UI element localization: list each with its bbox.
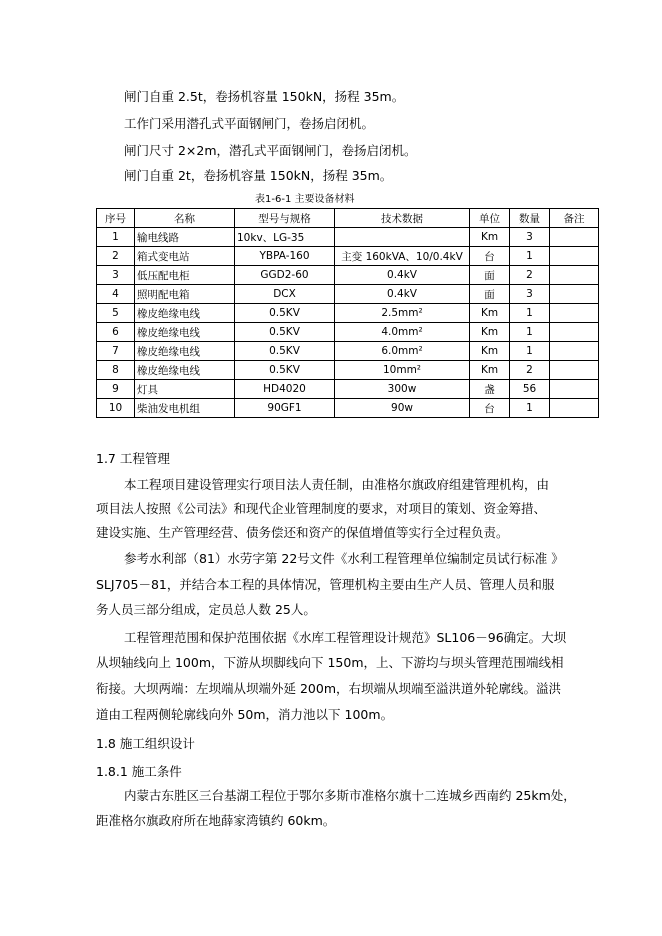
cell-tech-data: 6.0mm² bbox=[335, 342, 470, 361]
cell-model: 10kv、LG-35 bbox=[235, 228, 335, 247]
cell-tech-data: 4.0mm² bbox=[335, 323, 470, 342]
cell-remark bbox=[550, 285, 599, 304]
cell-unit: Km bbox=[470, 361, 510, 380]
cell-index: 6 bbox=[97, 323, 135, 342]
cell-remark bbox=[550, 247, 599, 266]
section-1-7-p2-line1: 参考水利部（81）水劳字第 22号文件《水利工程管理单位编制定员试行标准 》 bbox=[124, 551, 564, 566]
cell-unit: 台 bbox=[470, 247, 510, 266]
cell-index: 4 bbox=[97, 285, 135, 304]
cell-remark bbox=[550, 323, 599, 342]
cell-tech-data: 0.4kV bbox=[335, 266, 470, 285]
cell-index: 8 bbox=[97, 361, 135, 380]
cell-index: 3 bbox=[97, 266, 135, 285]
cell-remark bbox=[550, 266, 599, 285]
cell-unit: 盏 bbox=[470, 380, 510, 399]
table-row bbox=[97, 247, 599, 266]
cell-model: 90GF1 bbox=[235, 399, 335, 418]
header-name: 名称 bbox=[135, 209, 235, 228]
cell-unit: Km bbox=[470, 228, 510, 247]
cell-name: 灯具 bbox=[135, 380, 235, 399]
cell-name: 输电线路 bbox=[135, 228, 235, 247]
cell-model: 0.5KV bbox=[235, 361, 335, 380]
cell-tech-data bbox=[335, 228, 470, 247]
section-1-7-p2-line3: 务人员三部分组成，定员总人数 25人。 bbox=[96, 602, 316, 617]
cell-remark bbox=[550, 361, 599, 380]
section-1-7-p1-line3: 建设实施、生产管理经营、债务偿还和资产的保值增值等实行全过程负责。 bbox=[96, 525, 509, 540]
section-1-7-p3-line4: 道由工程两侧轮廓线向外 50m，消力池以下 100m。 bbox=[96, 707, 394, 722]
cell-tech-data: 主变 160kVA、10/0.4kV bbox=[335, 247, 470, 266]
table-row bbox=[97, 285, 599, 304]
section-1-7-p3-line1: 工程管理范围和保护范围依据《水库工程管理设计规范》SL106－96确定。大坝 bbox=[124, 630, 567, 645]
table-row bbox=[97, 399, 599, 418]
cell-remark bbox=[550, 228, 599, 247]
cell-quantity: 1 bbox=[510, 399, 550, 418]
cell-unit: Km bbox=[470, 323, 510, 342]
cell-quantity: 1 bbox=[510, 323, 550, 342]
cell-quantity: 3 bbox=[510, 228, 550, 247]
header-tech-data: 技术数据 bbox=[335, 209, 470, 228]
cell-model: 0.5KV bbox=[235, 323, 335, 342]
table-row bbox=[97, 380, 599, 399]
section-1-7-p1-line2: 项目法人按照《公司法》和现代企业管理制度的要求，对项目的策划、资金筹措、 bbox=[96, 501, 547, 516]
cell-index: 10 bbox=[97, 399, 135, 418]
paragraph-gate-weight-2: 闸门自重 2t，卷扬机容量 150kN，扬程 35m。 bbox=[124, 168, 393, 183]
heading-1-8-1: 1.8.1 施工条件 bbox=[96, 764, 182, 779]
header-remark: 备注 bbox=[550, 209, 599, 228]
cell-name: 照明配电箱 bbox=[135, 285, 235, 304]
cell-tech-data: 2.5mm² bbox=[335, 304, 470, 323]
cell-quantity: 56 bbox=[510, 380, 550, 399]
heading-1-8: 1.8 施工组织设计 bbox=[96, 736, 195, 751]
table-row bbox=[97, 361, 599, 380]
cell-unit: Km bbox=[470, 342, 510, 361]
cell-quantity: 1 bbox=[510, 342, 550, 361]
table-row bbox=[97, 228, 599, 247]
cell-index: 5 bbox=[97, 304, 135, 323]
header-unit: 单位 bbox=[470, 209, 510, 228]
cell-remark bbox=[550, 342, 599, 361]
cell-unit: 台 bbox=[470, 399, 510, 418]
cell-model: HD4020 bbox=[235, 380, 335, 399]
table-row bbox=[97, 304, 599, 323]
cell-tech-data: 300w bbox=[335, 380, 470, 399]
equipment-table bbox=[96, 208, 599, 418]
table-row bbox=[97, 266, 599, 285]
cell-model: DCX bbox=[235, 285, 335, 304]
cell-model: YBPA-160 bbox=[235, 247, 335, 266]
cell-tech-data: 10mm² bbox=[335, 361, 470, 380]
cell-model: 0.5KV bbox=[235, 342, 335, 361]
section-1-7-p3-line2: 从坝轴线向上 100m，下游从坝脚线向下 150m，上、下游均与坝头管理范围端线相 bbox=[96, 655, 564, 670]
cell-remark bbox=[550, 380, 599, 399]
section-1-8-1-p1-line1: 内蒙古东胜区三台基湖工程位于鄂尔多斯市准格尔旗十二连城乡西南约 25km处， bbox=[124, 788, 576, 803]
cell-remark bbox=[550, 304, 599, 323]
cell-name: 箱式变电站 bbox=[135, 247, 235, 266]
cell-model: GGD2-60 bbox=[235, 266, 335, 285]
cell-index: 2 bbox=[97, 247, 135, 266]
section-1-7-p3-line3: 衔接。大坝两端：左坝端从坝端外延 200m，右坝端从坝端至溢洪道外轮廓线。溢洪 bbox=[96, 681, 562, 696]
cell-quantity: 3 bbox=[510, 285, 550, 304]
cell-name: 低压配电柜 bbox=[135, 266, 235, 285]
section-1-7-p1-line1: 本工程项目建设管理实行项目法人责任制，由准格尔旗政府组建管理机构，由 bbox=[124, 477, 550, 492]
cell-quantity: 2 bbox=[510, 361, 550, 380]
cell-model: 0.5KV bbox=[235, 304, 335, 323]
cell-name: 橡皮绝缘电线 bbox=[135, 361, 235, 380]
cell-index: 7 bbox=[97, 342, 135, 361]
section-1-8-1-p1-line2: 距准格尔旗政府所在地薛家湾镇约 60km。 bbox=[96, 813, 336, 828]
paragraph-work-gate: 工作门采用潜孔式平面钢闸门，卷扬启闭机。 bbox=[124, 116, 375, 131]
cell-index: 9 bbox=[97, 380, 135, 399]
header-quantity: 数量 bbox=[510, 209, 550, 228]
cell-quantity: 2 bbox=[510, 266, 550, 285]
header-model: 型号与规格 bbox=[235, 209, 335, 228]
header-index: 序号 bbox=[97, 209, 135, 228]
cell-tech-data: 90w bbox=[335, 399, 470, 418]
cell-unit: 面 bbox=[470, 266, 510, 285]
cell-name: 橡皮绝缘电线 bbox=[135, 323, 235, 342]
cell-remark bbox=[550, 399, 599, 418]
table-header-row bbox=[97, 209, 599, 228]
cell-index: 1 bbox=[97, 228, 135, 247]
cell-name: 橡皮绝缘电线 bbox=[135, 304, 235, 323]
section-1-7-p2-line2: SLJ705－81，并结合本工程的具体情况，管理机构主要由生产人员、管理人员和服 bbox=[96, 577, 555, 592]
cell-name: 柴油发电机组 bbox=[135, 399, 235, 418]
cell-tech-data: 0.4kV bbox=[335, 285, 470, 304]
table-row bbox=[97, 323, 599, 342]
cell-unit: 面 bbox=[470, 285, 510, 304]
cell-name: 橡皮绝缘电线 bbox=[135, 342, 235, 361]
cell-quantity: 1 bbox=[510, 247, 550, 266]
paragraph-gate-size: 闸门尺寸 2×2m，潜孔式平面钢闸门，卷扬启闭机。 bbox=[124, 143, 417, 158]
paragraph-gate-weight-1: 闸门自重 2.5t，卷扬机容量 150kN，扬程 35m。 bbox=[124, 89, 405, 104]
cell-unit: Km bbox=[470, 304, 510, 323]
table-row bbox=[97, 342, 599, 361]
table-caption: 表1-6-1 主要设备材料 bbox=[255, 194, 355, 205]
heading-1-7: 1.7 工程管理 bbox=[96, 451, 170, 466]
cell-quantity: 1 bbox=[510, 304, 550, 323]
